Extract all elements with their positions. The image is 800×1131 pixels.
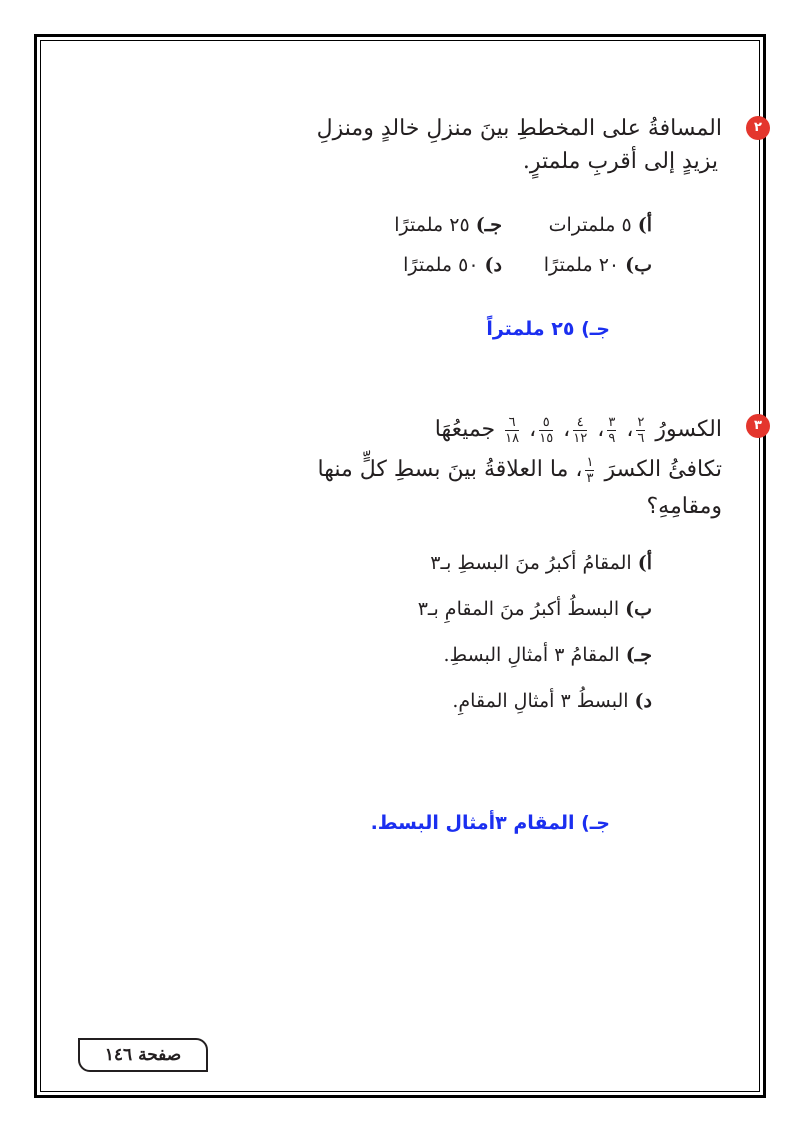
option-b[interactable] xyxy=(418,586,652,632)
question-number-badge: ٢ xyxy=(746,116,770,140)
question-intro: الكسورُ xyxy=(655,417,722,442)
question-2-answer: جـ) ٢٥ ملمتراً xyxy=(486,318,610,340)
option-d[interactable] xyxy=(418,678,652,724)
page-frame-inner xyxy=(40,40,760,1092)
fraction: $\frac{٤}{١٢}$ xyxy=(573,414,588,446)
option-letter: ب) xyxy=(625,254,652,276)
option-a[interactable] xyxy=(418,540,652,586)
question-2-options xyxy=(342,205,652,285)
question-3-options xyxy=(418,540,652,724)
option-letter: د) xyxy=(484,254,502,276)
question-2 xyxy=(316,112,762,178)
question-text-line: يزيدٍ إلى أقربِ ملمترٍ. xyxy=(522,149,718,174)
question-text-line xyxy=(317,450,722,490)
option-text: ٥ ملمترات xyxy=(548,214,632,236)
option-b[interactable] xyxy=(502,245,652,285)
question-text-line: الكسورُ $\frac{٢}{٦}$ ، $\frac{٣}{٩}$ ، $\frac{٤}{١٢}$ ، $\frac{٥}{١٥}$ ، $\frac{٦}{١٨}$ جميعُهَا xyxy=(434,414,722,446)
fraction: $\frac{١}{٣}$ xyxy=(586,454,594,486)
fraction: $\frac{٣}{٩}$ xyxy=(608,414,616,446)
option-text: المقامُ ٣ أمثالِ البسطِ. xyxy=(443,644,620,666)
option-c[interactable] xyxy=(342,205,502,245)
option-letter: جـ) xyxy=(625,644,652,666)
option-text: البسطُ أكبرُ منَ المقامِ بـ٣ xyxy=(417,598,620,620)
option-text: ٢٠ ملمترًا xyxy=(543,254,620,276)
question-text: تكافئُ الكسرَ xyxy=(604,457,722,482)
option-letter: أ) xyxy=(637,214,652,236)
option-text: ٢٥ ملمترًا xyxy=(394,214,470,236)
question-intro-end: جميعُهَا xyxy=(434,417,496,442)
option-d[interactable] xyxy=(342,245,502,285)
option-letter: أ) xyxy=(637,552,652,574)
question-3-answer: جـ) المقام ٣أمثال البسط. xyxy=(370,812,610,834)
question-text-line: المسافةُ على المخططِ بينَ منزلِ خالدٍ ومنزلِ xyxy=(316,116,722,141)
option-letter: د) xyxy=(634,690,652,712)
fraction: $\frac{٢}{٦}$ xyxy=(637,414,645,446)
option-letter: ب) xyxy=(625,598,652,620)
page-number-badge: صفحة ١٤٦ xyxy=(78,1038,208,1072)
option-letter: جـ) xyxy=(475,214,502,236)
option-text: ٥٠ ملمترًا xyxy=(403,254,479,276)
option-a[interactable] xyxy=(502,205,652,245)
question-text-line: ومقامِهِ؟ xyxy=(646,494,722,519)
option-text: البسطُ ٣ أمثالِ المقامِ. xyxy=(452,690,629,712)
question-3 xyxy=(317,410,762,523)
question-number-badge: ٣ xyxy=(746,414,770,438)
option-text: المقامُ أكبرُ منَ البسطِ بـ٣ xyxy=(430,552,632,574)
fraction: $\frac{٦}{١٨}$ xyxy=(505,414,520,446)
question-text: ، ما العلاقةُ بينَ بسطِ كلٍّ منها xyxy=(317,457,583,482)
fraction: $\frac{٥}{١٥}$ xyxy=(539,414,554,446)
option-c[interactable] xyxy=(418,632,652,678)
